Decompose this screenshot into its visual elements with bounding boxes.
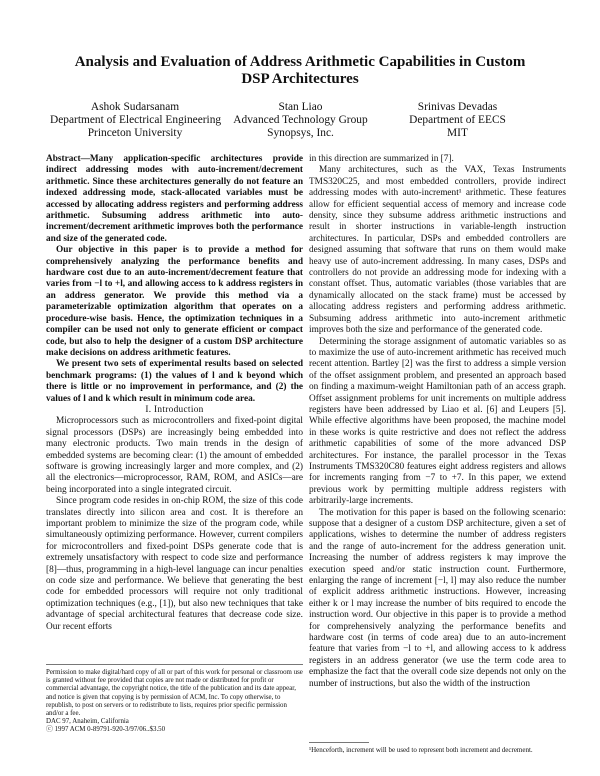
body-paragraph: in this direction are summarized in [7]. [309, 154, 454, 164]
author-dept: Department of EECS [409, 114, 506, 126]
author-inst: Synopsys, Inc. [267, 127, 334, 139]
author-name: Ashok Sudarsanam [90, 101, 180, 113]
abstract [46, 154, 303, 405]
footnote-divider [46, 664, 303, 665]
author-name: Srinivas Devadas [417, 101, 498, 113]
permission-notice [46, 669, 303, 735]
body-paragraph: The motivation for this paper is based on the following scenario: suppose that a designer of a custom DSP architecture, given a set of applications, wishes to determine the number of address registers and the range of auto-increment for the address generation unit. Increasing the number of address registers k may improve the execution speed and/or static instruction count. Furthermore, enlarging the range of increment [−l, l] may also reduce the number of explicit address arithmetic instructions. However, increasing either k or l may increase the number of bits required to encode the instruction word. Our objective in this paper is to provide a method for comprehensively analyzing the performance benefits and hardware cost (in terms of code area) due to an auto-increment feature that varies from −l to +l, and allowing access to k address registers in an address generator (we use the term code area to emphasize the fact that the overall code size depends not only on the number of instructions, but also the width of the instruction [309, 507, 566, 689]
body-paragraph: Since program code resides in on-chip ROM, the size of this code translates directly into silicon area and cost. It is therefore an important problem to minimize the size of the program code, while simultaneously optimizing performance. However, current compilers for microcontrollers and fixed-point DSPs generate code that is extremely unsatisfactory with respect to code size and performance [8]—thus, programming in a high-level language can incur penalties on code size and performance. We believe that generating the best code for embedded processors will require not only traditional optimization techniques (e.g., [1]), but also new techniques that take advantage of special architectural features that decrease code size. Our recent efforts [46, 496, 303, 632]
conference-info: DAC 97, Anaheim, California [46, 718, 129, 726]
author-inst: Princeton University [87, 127, 183, 139]
paper-title: Analysis and Evaluation of Address Arithmetic Capabilities in Custom DSP Architectures [74, 54, 526, 87]
abstract-paragraph: We present two sets of experimental results based on selected benchmark programs: (1) the values of l and k beyond which there is little or no improvement in performance, and (2) the values of l and k which result in minimum code area. [46, 359, 303, 404]
author-name: Stan Liao [278, 101, 323, 113]
author-2 [228, 101, 373, 140]
author-block [50, 101, 540, 141]
copyright-line: ⓒ 1997 ACM 0-89791-920-3/97/06..$3.50 [46, 726, 166, 734]
section-heading: I. Introduction [145, 404, 204, 415]
abstract-paragraph: Abstract—Many application-specific architectures provide indirect addressing modes with auto-increment/decrement arithmetic. Since these architectures generally do not feature an indexed addressing mode, stack-allocated variables must be accessed by allocating address registers and performing address arithmetic. Subsuming address arithmetic into auto-increment/decrement arithmetic improves both the performance and size of the generated code. [46, 154, 303, 244]
author-inst: MIT [447, 127, 468, 139]
footnote: ¹Henceforth, increment will be used to represent both increment and decrement. [309, 746, 533, 754]
author-3 [380, 101, 535, 140]
body-paragraph: Many architectures, such as the VAX, Texas Instruments TMS320C25, and most embedded controllers, provide indirect addressing modes with auto-increment¹ arithmetic. These features allow for efficient sequential access of memory and increase code density, since they subsume address arithmetic instructions and result in shorter instructions in variable-length instruction architectures. In particular, DSPs and embedded controllers are designed assuming that software that runs on them would make heavy use of auto-increment addressing. In many cases, DSPs and controllers do not provide an addressing mode for indexing with a constant offset. Thus, automatic variables (those variables that are dynamically allocated on the stack frame) must be accessed by allocating address registers and performing address arithmetic. Subsuming address arithmetic into auto-increment arithmetic improves both the size and performance of the generated code. [309, 165, 566, 336]
author-dept: Department of Electrical Engineering [50, 114, 222, 126]
abstract-paragraph: Our objective in this paper is to provide a method for comprehensively analyzing the performance benefits and hardware cost due to an auto-increment/decrement feature that varies from −l to +l, and allowing access to k address registers in an address generator. We provide this method via a parameterizable optimization algorithm that operates on a procedure-wise basis. Hence, the optimization techniques in a compiler can be used not only to generate efficient or compact code, but also to help the designer of a custom DSP architecture make decisions on address arithmetic features. [46, 245, 303, 358]
footnote-divider [309, 742, 369, 743]
author-1 [50, 101, 220, 140]
permission-text: Permission to make digital/hard copy of all or part of this work for personal or classroom use is granted without fee provided that copies are not made or distributed for profit or commercial advantage, the copyright notice, the title of the publication and its date appear, and notice is given that copying is by permission of ACM, Inc. To copy otherwise, to republish, to post on servers or to redistribute to lists, requires prior specific permission and/or a fee. [46, 669, 303, 718]
left-column [46, 154, 303, 633]
body-paragraph: Determining the storage assignment of automatic variables so as to maximize the use of auto-increment arithmetic has received much recent attention. Bartley [2] was the first to address a simple version of the offset assignment problem, and presented an approach based on finding a maximum-weight Hamiltonian path of an access graph. Offset assignment problems for unit increments on multiple address registers have been addressed by Liao et al. [6] and Leupers [5]. While effective algorithms have been proposed, the machine model in these works is quite restrictive and does not reflect the address arithmetic capabilities of some of the more advanced DSP architectures. For instance, the parallel processor in the Texas Instruments TMS320C80 features eight address registers and allows for increments ranging from −7 to +7. In this paper, we extend previous work by permitting multiple address registers with arbitrarily-large increments. [309, 336, 566, 507]
body-paragraph: Microprocessors such as microcontrollers and fixed-point digital signal processors (DSPs) are increasingly being embedded into many electronic products. Two main trends in the design of embedded systems are becoming clear: (1) the amount of embedded software is growing increasingly larger and more complex, and (2) all the electronics—microprocessor, RAM, ROM, and ASICs—are being incorporated into a single integrated circuit. [46, 416, 303, 495]
right-column [309, 154, 566, 690]
author-dept: Advanced Technology Group [233, 114, 368, 126]
